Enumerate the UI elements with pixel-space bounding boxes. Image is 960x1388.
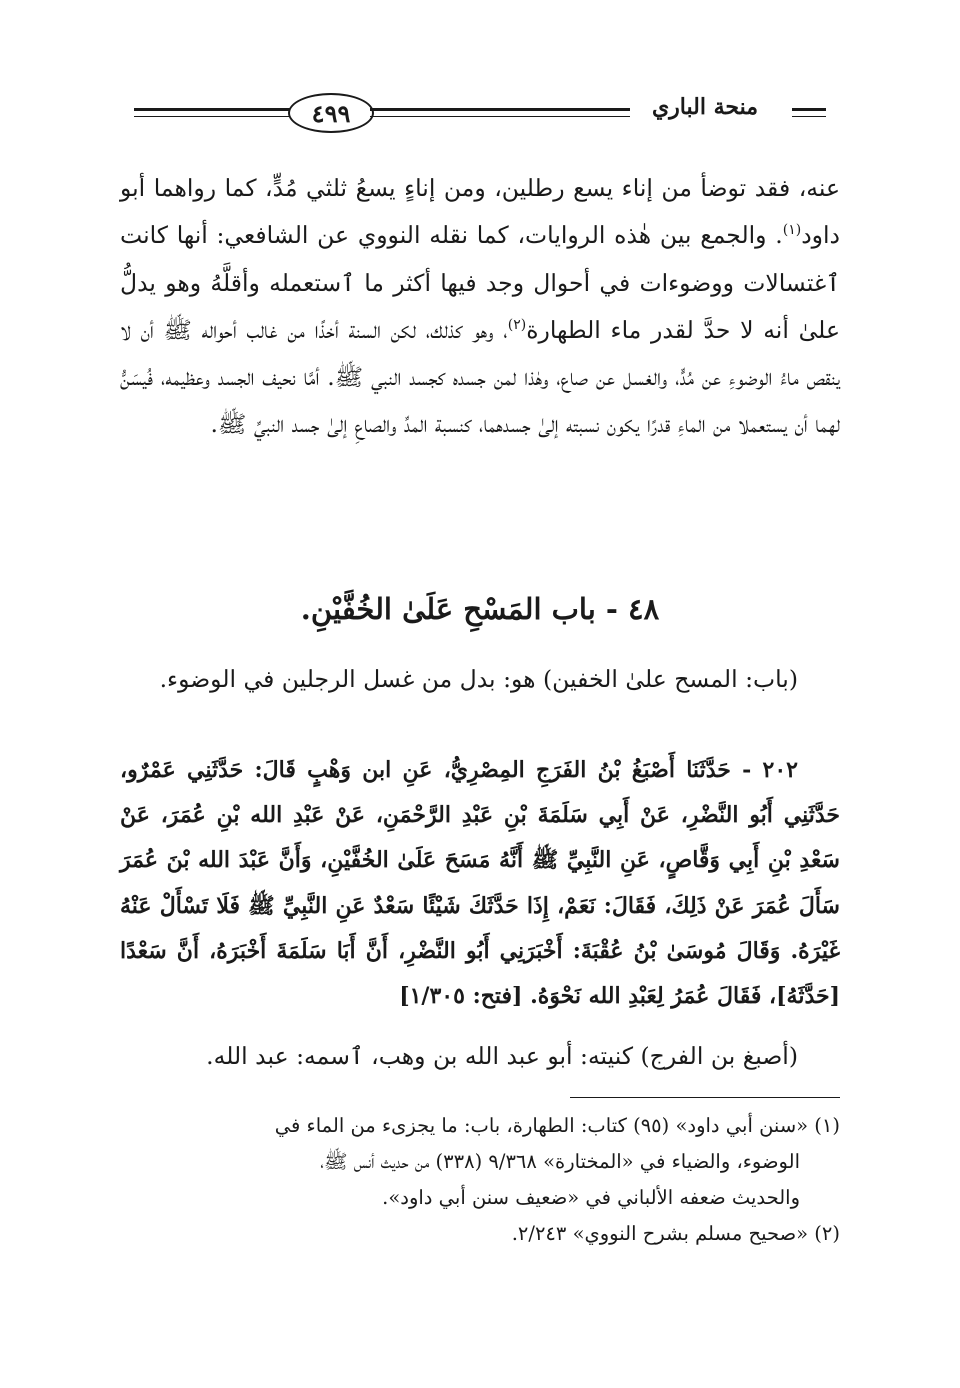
page-header [120,88,840,148]
page-number: ٤٩٩ [288,93,374,133]
hadith-text-block [120,748,840,1019]
bab-explanation [120,656,840,702]
header-rule-left [134,108,294,122]
running-title: منحة الباري [630,94,780,120]
hadith-text: ٢٠٢ - حَدَّثَنَا أَصْبَغُ بْنُ الفَرَجِ المِصْرِيُّ، عَنِ ابن وَهْبٍ قَالَ: حَدَّثَنِي عَمْرٌو، حَدَّثَنِي أَبُو النَّضْرِ، عَنْ أَبِي سَلَمَةَ بْنِ عَبْدِ الرَّحْمَنِ، عَنْ عَبْدِ الله بْنِ عُمَرَ، عَنْ سَعْدِ بْنِ أَبِي وَقَّاصٍ، عَنِ النَّبِيِّ ﷺ أَنَّهُ مَسَحَ عَلَىٰ الخُفَّيْنِ، وَأَنَّ عَبْدَ الله بْنَ عُمَرَ سَأَلَ عُمَرَ عَنْ ذَلِكَ، فَقَالَ: نَعَمْ، إِذَا حَدَّثَكَ شَيْئًا سَعْدٌ عَنِ النَّبِيِّ ﷺ فَلَا تَسْأَلْ عَنْهُ غَيْرَهُ. وَقَالَ مُوسَىٰ بْنُ عُقْبَةَ: أَخْبَرَنِي أَبُو النَّضْرِ، أَنَّ أَبَا سَلَمَةَ أَخْبَرَهُ، أَنَّ سَعْدًا [حَدَّثَهُ]، فَقَالَ عُمَرُ لِعَبْدِ الله نَحْوَهُ. [فتح: ١/٣٠٥] [120,757,840,1010]
main-paragraph [120,165,840,449]
chapter-heading: ٤٨ - باب المَسْحِ عَلَىٰ الخُفَّيْنِ. [300,592,660,626]
footnote-1-line-2: الوضوء، والضياء في «المختارة» ٩/٣٦٨ (٣٣٨) من حديث أنس ﷺ، [320,1150,800,1173]
footnote-separator [570,1097,840,1098]
paragraph-part-3: ، وهو كذلك، لكن السنة أخذًا من غالب أحواله ﷺ أن لا ينقص ماءُ الوضوءِ عن مُدٍّ، والغسل عن صاع، وهٰذا لمن جسده كجسد النبي ﷺ. أمَّا نحيف الجسد وعظيمه، فُيسَنُّ لهما أن يستعملا من الماءِ قدرًا يكون نسبته إلىٰ جسدهما، كنسبة المدِّ والصاعِ إلىٰ جسد النبيِّ ﷺ. [120,315,840,439]
footnote-ref-1: (١) [782,222,802,239]
footnote-2: (٢) «صحيح مسلم بشرح النووي» ٢/٢٤٣. [511,1222,840,1245]
paragraph-part-2: . والجمع بين هٰذه الروايات، كما نقله النووي عن الشافعي: أنها كانت ٱغتسالات ووضوءات في أحوال وجد فيها أكثر ما ٱستعمله وأقلَّهُ وهو يدلُّ علىٰ أنه لا حدَّ لقدر ماء الطهارة [120,221,840,344]
paragraph-text [120,165,840,449]
bab-explanation-text: (باب: المسح علىٰ الخفين) هو: بدل من غسل الرجلين في الوضوء. [159,665,798,693]
footnote-ref-2: (٢) [507,317,527,334]
narrator-note [120,1034,840,1078]
header-rule-right [792,108,826,122]
footnote-1-line-3: والحديث ضعفه الألباني في «ضعيف سنن أبي داود». [382,1186,800,1209]
footnote-1-line-1: (١) «سنن أبي داود» (٩٥) كتاب: الطهارة، باب: ما يجزىء من الماء في [274,1114,840,1137]
footnotes [120,1108,840,1252]
paragraph-part-1: عنه، فقد توضأ من إناء يسع رطلين، ومن إناءٍ يسعُ ثلثي مُدٍّ، كما رواهما أبو داود [120,174,840,250]
narrator-note-text: (أصبغ بن الفرج) كنيته: أبو عبد الله بن وهب، ٱسمه: عبد الله. [206,1042,798,1070]
